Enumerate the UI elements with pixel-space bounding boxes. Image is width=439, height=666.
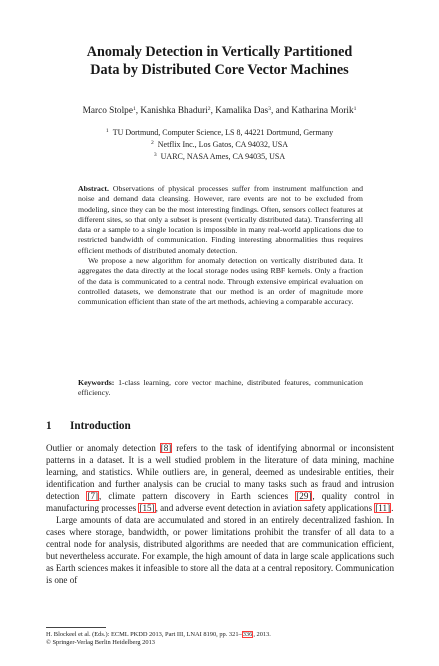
- author-list: Marco Stolpe$^1$, Kanishka Bhaduri$^2$, Kamalika Das$^3$, and Katharina Morik$^1$: [82, 106, 357, 116]
- affiliation-item: $^3$ UARC, NASA Ames, CA 94035, USA: [153, 152, 286, 162]
- title-line-1: Anomaly Detection in Vertically Partitioned: [86, 44, 353, 60]
- title-line-2: Data by Distributed Core Vector Machines: [90, 61, 349, 78]
- body-paragraph: Large amounts of data are accumulated and stored in an entirely decentralized fashion. In cases where storage, bandwidth, or power limitations prohibit the transfer of all data to a central node for analysis, distributed algorithms are needed that are communication efficient, but nevertheless accurate. For example, the high amount of data in large scale applications such as Earth sciences makes it infeasible to store all the data at a central repository. Communication is one of: [46, 515, 394, 585]
- page-range-link[interactable]: 336: [242, 631, 253, 638]
- author-conjunction: and: [275, 106, 290, 116]
- citation-link[interactable]: [7]: [87, 491, 99, 501]
- introduction-body: [46, 442, 394, 586]
- citation-link[interactable]: [29]: [296, 491, 312, 501]
- author-affil-mark: 1: [353, 106, 357, 112]
- section-number: 1: [46, 420, 52, 432]
- body-paragraph: Outlier or anomaly detection [8] refers to the task of identifying abnormal or inconsistent patterns in a dataset. It is a well studied problem in the literature of data mining, machine learning, and statistics. While outliers are, in general, deemed as undesirable entities, their identification and further analysis can be crucial to many tasks such as fraud and intrusion detection [7], climate pattern discovery in Earth sciences [29], quality control in manufacturing processes [15], and adverse event detection in aviation safety applications [11].: [46, 443, 395, 513]
- abstract-paragraph: Abstract. Observations of physical processes suffer from instrument malfunction and noise and demand data cleansing. However, rare events are not to be excluded from modeling, since they can be the most interesting findings. Often, sensors collect features at different sites, so that only a subset is present (vertically distributed data). Transferring all data or a sample to a single location is impossible in many real-world applications due to restricted bandwidth of communication. Finding interesting abnormalities thus requires efficient methods of distributed anomaly detection.: [78, 184, 364, 255]
- abstract-paragraph: We propose a new algorithm for anomaly detection on vertically distributed data. It aggregates the data directly at the local storage nodes using RBF kernels. Only a fraction of the data is communicated to a central node. Through extensive empirical evaluation on controlled datasets, we demonstrate that our method is an order of magnitude more communication efficient than state of the art methods, achieving a comparable accuracy.: [78, 256, 363, 307]
- keywords-text: 1-class learning, core vector machine, distributed features, communication efficiency.: [78, 378, 363, 398]
- citation-link[interactable]: [8]: [160, 443, 172, 453]
- affiliation-item: $^2$ Netflix Inc., Los Gatos, CA 94032, USA: [150, 140, 288, 150]
- author-name: Marco Stolpe: [82, 106, 133, 116]
- section-heading: [46, 419, 131, 433]
- paper-title: [40, 44, 399, 79]
- keywords: [78, 378, 363, 399]
- author-affil-mark: 1: [132, 106, 136, 112]
- author-name: Kamalika Das: [215, 106, 269, 116]
- author-affil-mark: 2: [207, 106, 211, 112]
- footer-copyright: © Springer-Verlag Berlin Heidelberg 2013: [46, 639, 155, 647]
- author-name: Kanishka Bhaduri: [140, 106, 208, 116]
- abstract-label: Abstract.: [78, 184, 109, 193]
- citation-link[interactable]: [15]: [139, 503, 155, 513]
- abstract: [78, 184, 363, 308]
- keywords-label: Keywords:: [78, 378, 115, 387]
- affiliations: [40, 126, 399, 163]
- author-affil-mark: 3: [268, 106, 271, 112]
- footnote-divider: [46, 627, 106, 628]
- affiliation-item: $^1$ TU Dortmund, Computer Science, LS 8, 44221 Dortmund, Germany: [105, 128, 334, 137]
- author-name: Katharina Morik: [291, 106, 354, 116]
- footer-citation: H. Blockeel et al. (Eds.): ECML PKDD 2013, Part III, LNAI 8190, pp. 321–336, 2013.: [46, 631, 271, 638]
- citation-link[interactable]: [11]: [375, 503, 391, 513]
- page-footer: [46, 631, 394, 647]
- section-title: Introduction: [70, 420, 131, 432]
